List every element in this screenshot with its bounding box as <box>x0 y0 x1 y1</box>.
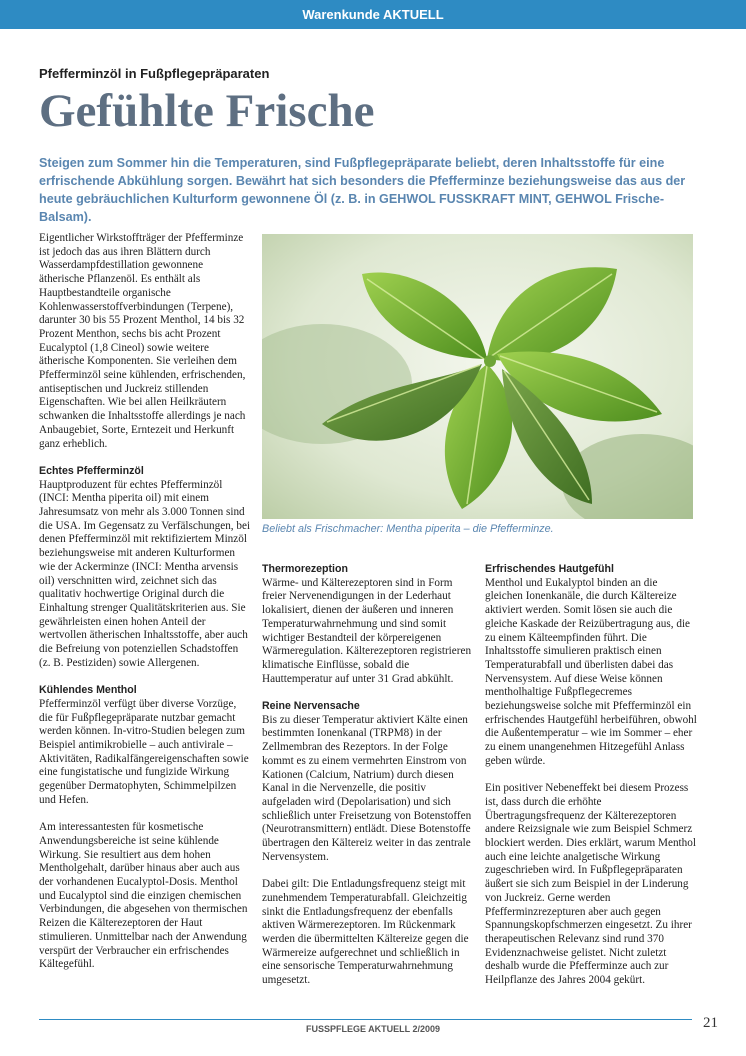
subheading: Thermorezeption <box>262 563 348 575</box>
publication-footer: FUSSPFLEGE AKTUELL 2/2009 <box>305 1024 441 1034</box>
paragraph: Menthol und Eukalyptol binden an die gleichen Ionenkanäle, die durch Kältereize aktiviert werden. Somit lösen sie auch die gleiche Kaskade der Reizübertragung aus, die zu einem Kälteempfinden führt. Die Inhaltsstoffe simulieren praktisch einen Temperaturabfall und überlisten dabei das Nervensystem. Auf diese Weise können mentholhaltige Fußpflegecremes beziehungsweise solche mit Pfefferminzöl ein erfrischendes Hautgefühl herbeiführen, obwohl die Außentemperatur – wie im Sommer – eher zu einem unangenehmen Hitzegefühl Anlass geben würde. <box>485 576 697 767</box>
subheading: Kühlendes Menthol <box>39 684 137 697</box>
paragraph: Eigentlicher Wirkstoffträger der Pfefferminze ist jedoch das aus ihren Blättern durch Wasserdampfdestillation gewonnene ätherische Pflanzenöl. Es enthält als Hauptbestandteile organische Kohlenwasserstoffverbindungen (Terpene), darunter 30 bis 55 Prozent Menthol, 14 bis 32 Prozent Menthon, sechs bis acht Prozent Eucalyptol (1,8 Cineol) sowie weitere ätherische Komponenten. Sie verleihen dem Pfefferminzöl seine kühlenden, erfrischenden, antiseptischen und Juckreiz stillenden Eigenschaften. Wie bei allen Heilkräutern schwanken die Inhaltsstoffe allerdings je nach Anbaugebiet, Sorte, Erntezeit und Herkunft ganz erheblich. <box>39 232 246 450</box>
text-column-3 <box>485 563 698 1001</box>
article-title: Gefühlte Frische <box>39 85 375 137</box>
photo-caption: Beliebt als Frischmacher: Mentha piperita – die Pfefferminze. <box>262 523 554 535</box>
text-column-2 <box>262 563 475 1001</box>
subheading: Reine Nervensache <box>262 700 360 713</box>
paragraph: Bis zu dieser Temperatur aktiviert Kälte einen bestimmten Ionenkanal (TRPM8) in der Zellmembran des Rezeptors. In der Folge kommt es zu einem vermehrten Einstrom von Kationen (Calcium, Natrium) durch diesen Kanal in die Nervenzelle, die positiv aufgeladen wird (Depolarisation) und sich schließlich unter Freisetzung von Botenstoffen (Neurotransmittern) entlädt. Diese Botenstoffe übertragen den Kältereiz weiter in das zentrale Nervensystem. <box>262 713 472 863</box>
paragraph: Am interessantesten für kosmetische Anwendungsbereiche ist seine kühlende Wirkung. Sie resultiert aus dem hohen Mentholgehalt, darüber hinaus aber auch aus der vorhandenen Eucalyptol-Dosis. Menthol und Eucalyptol sind die einzigen chemischen Verbindungen, die abgesehen von thermischen Reizen die Kälterezeptoren der Haut stimulieren. Unmittelbar nach der Anwendung verspürt der Verbraucher ein erfrischendes Kältegefühl. <box>39 821 248 971</box>
paragraph: Dabei gilt: Die Entladungsfrequenz steigt mit zunehmendem Temperaturabfall. Gleichzeitig sinkt die Entladungsfrequenz der ebenfalls aktiven Wärmerezeptoren. Im Rückenmark werden die übermittelten Kältereize gegen die Wärmereize aufgerechnet und schließlich in eine sensorische Temperaturwahrnehmung umgesetzt. <box>262 878 469 987</box>
peppermint-photo <box>262 234 693 519</box>
footer-rule <box>39 1019 692 1020</box>
paragraph: Ein positiver Nebeneffekt bei diesem Prozess ist, dass durch die erhöhte Übertragungsfrequenz der Kälterezeptoren andere Reizsignale wie zum Beispiel Schmerz blockiert werden. Dies erklärt, warum Menthol auch eine leichte analgetische Wirkung zugeschrieben wird. In Fußpflegepräparaten äußert sie sich zum Beispiel in der Linderung von Juckreiz. Gerne werden Pfefferminzrezepturen aber auch gegen Spannungskopfschmerzen eingesetzt. Zu ihrer therapeutischen Relevanz sind rund 370 Evidenznachweise gelistet. Nicht zuletzt deshalb wurde die Pfefferminze auch zur Heilpflanze des Jahres 2004 gekürt. <box>485 782 696 987</box>
article-lead: Steigen zum Sommer hin die Temperaturen, sind Fußpflegepräparate beliebt, deren Inhaltsstoffe für eine erfrischende Abkühlung sorgen. Bewährt hat sich besonders die Pfefferminze beziehungsweise das aus der heute gebräuchlichen Kulturform gewonnene Öl (z. B. in GEHWOL FUSSKRAFT MINT, GEHWOL Frische-Balsam). <box>39 156 686 224</box>
page-number: 21 <box>703 1015 718 1031</box>
subheading: Echtes Pfefferminzöl <box>39 464 144 477</box>
section-header-bar <box>0 0 746 29</box>
paragraph: Wärme- und Kälterezeptoren sind in Form freier Nervenendigungen in der Lederhaut lokalisiert, dienen der äußeren und inneren Temperaturwahrnehmung und sind somit wichtiger Bestandteil der körpereigenen Wärmeregulation. Kälterezeptoren registrieren klimatische Einflüsse, sobald die Hauttemperatur auf unter 31 Grad abkühlt. <box>262 576 472 685</box>
section-title: Warenkunde AKTUELL <box>302 7 444 22</box>
text-column-1 <box>39 232 251 986</box>
subheading: Erfrischendes Hautgefühl <box>485 563 614 575</box>
paragraph: Pfefferminzöl verfügt über diverse Vorzüge, die für Fußpflegepräparate nutzbar gemacht werden können. In-vitro-Studien belegen zum Beispiel antimikrobielle – auch antivirale – Aktivitäten, Radikalfängereigenschaften sowie eine fungistatische und fungizide Wirkung gegenüber Dermatophyten, Schimmelpilzen und Hefen. <box>39 697 249 806</box>
article-kicker: Pfefferminzöl in Fußpflegepräparaten <box>39 66 270 81</box>
paragraph: Hauptproduzent für echtes Pfefferminzöl (INCI: Mentha piperita oil) mit einem Jahresumsatz von mehr als 3.000 Tonnen sind die USA. Im Gegensatz zu Verfälschungen, bei denen Pfefferminzöl mit rektifiziertem Minzöl beziehungsweise mit anderen Kulturformen wie der Ackerminze (INCI: Mentha arvensis oil) verschnitten wird, zeichnet sich das qualitativ hochwertige Original durch die Einhaltung strenger Qualitätskriterien aus. Sie gewährleisten einen hohen Anteil der wertvollen ätherischen Inhaltsstoffe, aber auch die Befreiung von potenziellen Schadstoffen (z. B. Pestiziden) sowie Allergenen. <box>39 478 251 669</box>
